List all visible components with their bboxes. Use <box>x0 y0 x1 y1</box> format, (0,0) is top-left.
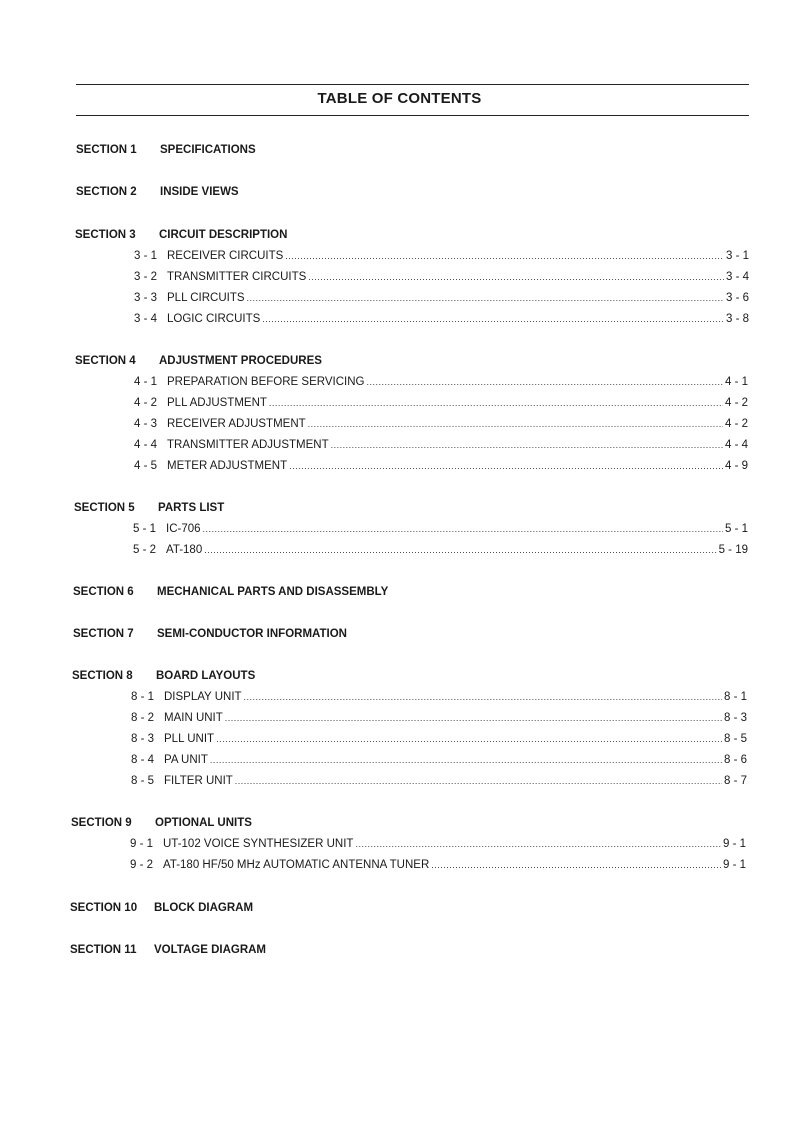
entry-page: 8 - 5 <box>723 733 747 745</box>
section-title: ADJUSTMENT PROCEDURES <box>159 355 322 367</box>
leader-dots <box>247 293 724 303</box>
leader-dots <box>308 419 723 429</box>
entry-number: 4 - 4 <box>134 439 158 451</box>
section-title: OPTIONAL UNITS <box>155 817 252 829</box>
entry-number: 4 - 2 <box>134 397 158 409</box>
top-rule <box>76 84 749 85</box>
entry-page: 3 - 8 <box>725 313 749 325</box>
entry-page: 3 - 6 <box>725 292 749 304</box>
entry-number: 8 - 2 <box>131 712 155 724</box>
entry-number: 3 - 4 <box>134 313 158 325</box>
toc-entry[interactable] <box>133 523 748 535</box>
toc-entry[interactable] <box>134 313 749 325</box>
section-number: SECTION 8 <box>72 670 133 682</box>
entry-number: 4 - 1 <box>134 376 158 388</box>
leader-dots <box>269 398 723 408</box>
toc-entry[interactable] <box>130 838 746 850</box>
section-heading-5 <box>74 502 224 514</box>
entry-page: 3 - 1 <box>725 250 749 262</box>
entry-label: UT-102 VOICE SYNTHESIZER UNIT <box>163 838 354 850</box>
entry-label: PREPARATION BEFORE SERVICING <box>167 376 365 388</box>
entry-number: 3 - 3 <box>134 292 158 304</box>
entry-label: RECEIVER ADJUSTMENT <box>167 418 306 430</box>
entry-page: 4 - 4 <box>724 439 748 451</box>
section-heading-4 <box>75 355 322 367</box>
section-title: VOLTAGE DIAGRAM <box>154 944 267 956</box>
section-number: SECTION 5 <box>74 502 135 514</box>
entry-page: 4 - 2 <box>724 418 748 430</box>
entry-page: 8 - 1 <box>723 691 747 703</box>
toc-entry[interactable] <box>131 754 747 766</box>
entry-label: AT-180 <box>166 544 203 556</box>
entry-number: 3 - 1 <box>134 250 158 262</box>
entry-page: 5 - 19 <box>718 544 748 556</box>
section-heading-9 <box>71 817 252 829</box>
section-number: SECTION 1 <box>76 144 137 156</box>
toc-entry[interactable] <box>134 439 748 451</box>
toc-entry[interactable] <box>133 544 748 556</box>
entry-number: 3 - 2 <box>134 271 158 283</box>
section-heading-1 <box>76 144 256 156</box>
entry-page: 9 - 1 <box>722 859 746 871</box>
section-heading-3 <box>75 229 287 241</box>
section-title: INSIDE VIEWS <box>160 186 239 198</box>
entry-label: MAIN UNIT <box>164 712 223 724</box>
entry-number: 5 - 1 <box>133 523 157 535</box>
entry-label: PLL CIRCUITS <box>167 292 245 304</box>
toc-entry[interactable] <box>134 418 748 430</box>
entry-label: PA UNIT <box>164 754 208 766</box>
section-heading-7 <box>73 628 347 640</box>
leader-dots <box>285 251 724 261</box>
entry-number: 8 - 1 <box>131 691 155 703</box>
section-heading-6 <box>73 586 388 598</box>
section-heading-8 <box>72 670 255 682</box>
leader-dots <box>203 524 723 534</box>
toc-entry[interactable] <box>134 376 748 388</box>
entry-page: 8 - 6 <box>723 754 747 766</box>
entry-label: FILTER UNIT <box>164 775 233 787</box>
entry-page: 4 - 2 <box>724 397 748 409</box>
entry-page: 5 - 1 <box>724 523 748 535</box>
entry-label: PLL ADJUSTMENT <box>167 397 267 409</box>
entry-page: 4 - 9 <box>724 460 748 472</box>
leader-dots <box>244 692 722 702</box>
entry-label: DISPLAY UNIT <box>164 691 242 703</box>
section-heading-10 <box>70 902 253 914</box>
leader-dots <box>235 776 722 786</box>
section-heading-11 <box>70 944 266 956</box>
entry-number: 4 - 3 <box>134 418 158 430</box>
entry-number: 8 - 4 <box>131 754 155 766</box>
entry-page: 9 - 1 <box>722 838 746 850</box>
toc-entry[interactable] <box>131 775 747 787</box>
section-heading-2 <box>76 186 239 198</box>
entry-label: PLL UNIT <box>164 733 215 745</box>
entry-page: 4 - 1 <box>724 376 748 388</box>
toc-entry[interactable] <box>134 292 749 304</box>
section-title: PARTS LIST <box>158 502 225 514</box>
entry-number: 8 - 3 <box>131 733 155 745</box>
toc-entry[interactable] <box>134 271 749 283</box>
leader-dots <box>262 314 724 324</box>
section-title: BLOCK DIAGRAM <box>154 902 254 914</box>
leader-dots <box>289 461 723 471</box>
toc-entry[interactable] <box>131 691 747 703</box>
section-title: BOARD LAYOUTS <box>156 670 256 682</box>
entry-number: 4 - 5 <box>134 460 158 472</box>
leader-dots <box>210 755 722 765</box>
page-title: TABLE OF CONTENTS <box>317 90 482 107</box>
section-number: SECTION 10 <box>70 902 138 914</box>
entry-label: TRANSMITTER CIRCUITS <box>167 271 307 283</box>
entry-number: 8 - 5 <box>131 775 155 787</box>
entry-label: AT-180 HF/50 MHz AUTOMATIC ANTENNA TUNER <box>163 859 430 871</box>
leader-dots <box>308 272 724 282</box>
section-number: SECTION 11 <box>70 944 137 956</box>
toc-entry[interactable] <box>131 712 747 724</box>
section-title: SPECIFICATIONS <box>160 144 256 156</box>
section-title: SEMI-CONDUCTOR INFORMATION <box>157 628 347 640</box>
leader-dots <box>204 545 716 555</box>
entry-label: IC-706 <box>166 523 201 535</box>
section-number: SECTION 7 <box>73 628 134 640</box>
leader-dots <box>331 440 723 450</box>
leader-dots <box>225 713 722 723</box>
entry-number: 5 - 2 <box>133 544 157 556</box>
section-number: SECTION 9 <box>71 817 132 829</box>
section-number: SECTION 3 <box>75 229 136 241</box>
entry-page: 8 - 3 <box>723 712 747 724</box>
entry-label: LOGIC CIRCUITS <box>167 313 261 325</box>
toc-entry[interactable] <box>134 460 748 472</box>
leader-dots <box>355 839 721 849</box>
section-number: SECTION 4 <box>75 355 136 367</box>
entry-page: 8 - 7 <box>723 775 747 787</box>
entry-label: METER ADJUSTMENT <box>167 460 288 472</box>
leader-dots <box>431 860 721 870</box>
section-number: SECTION 2 <box>76 186 137 198</box>
title-underline-rule <box>76 115 749 116</box>
section-title: CIRCUIT DESCRIPTION <box>159 229 288 241</box>
section-number: SECTION 6 <box>73 586 134 598</box>
toc-entry[interactable] <box>134 250 749 262</box>
leader-dots <box>216 734 722 744</box>
section-title: MECHANICAL PARTS AND DISASSEMBLY <box>157 586 389 598</box>
entry-label: RECEIVER CIRCUITS <box>167 250 284 262</box>
leader-dots <box>366 377 723 387</box>
toc-entry[interactable] <box>131 733 747 745</box>
toc-entry[interactable] <box>134 397 748 409</box>
entry-number: 9 - 1 <box>130 838 154 850</box>
entry-number: 9 - 2 <box>130 859 154 871</box>
entry-page: 3 - 4 <box>725 271 749 283</box>
toc-entry[interactable] <box>130 859 746 871</box>
entry-label: TRANSMITTER ADJUSTMENT <box>167 439 329 451</box>
